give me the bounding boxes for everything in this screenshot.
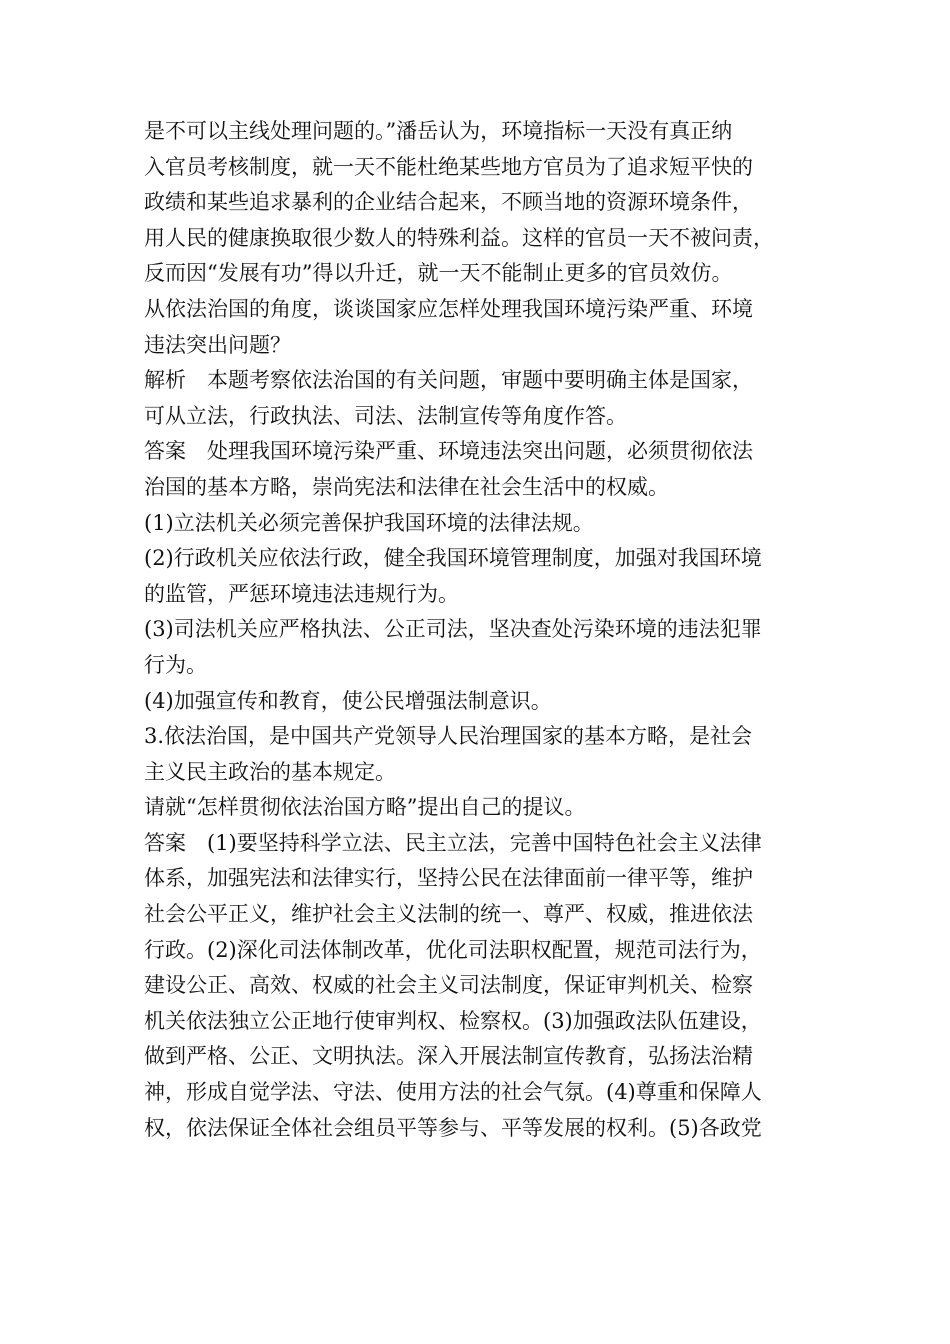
analysis-line: 解析 本题考察依法治国的有关问题，审题中要明确主体是国家， [144,368,753,393]
answer-item-2-cont: 的监管，严惩环境违法违规行为。 [144,581,459,606]
question-line: 违法突出问题？ [144,332,291,357]
answer-item-4: (4)加强宣传和教育，使公民增强法制意识。 [144,688,552,713]
question-3-line: 主义民主政治的基本规定。 [144,759,396,784]
answer-item-2: (2)行政机关应依法行政，健全我国环境管理制度，加强对我国环境 [144,546,762,571]
answer-3-line: 权，依法保证全体社会组员平等参与、平等发展的权利。(5)各政党 [144,1115,762,1140]
answer-item-3-cont: 行为。 [144,652,207,677]
analysis-line: 可从立法，行政执法、司法、法制宣传等角度作答。 [144,403,627,428]
answer-3-line: 建设公正、高效、权威的社会主义司法制度，保证审判机关、检察 [144,973,753,998]
question-3-prompt: 请就“怎样贯彻依法治国方略”提出自己的提议。 [144,795,586,820]
answer-3-line: 做到严格、公正、文明执法。深入开展法制宣传教育，弘扬法治精 [144,1044,753,1069]
answer-line: 答案 处理我国环境污染严重、环境违法突出问题，必须贯彻依法 [144,439,753,464]
answer-3-line: 行政。(2)深化司法体制改革，优化司法职权配置，规范司法行为， [144,937,762,962]
answer-item-1: (1)立法机关必须完善保护我国环境的法律法规。 [144,510,594,535]
answer-3-line: 神，形成自觉学法、守法、使用方法的社会气氛。(4)尊重和保障人 [144,1080,762,1105]
answer-3-line: 机关依法独立公正地行使审判权、检察权。(3)加强政法队伍建设， [144,1008,762,1033]
answer-3-line: 社会公平正义，维护社会主义法制的统一、尊严、权威，推进依法 [144,902,753,927]
question-line: 从依法治国的角度，谈谈国家应怎样处理我国环境污染严重、环境 [144,296,753,321]
text-line: 政绩和某些追求暴利的企业结合起来，不顾当地的资源环境条件， [144,190,753,215]
text-line: 反而因“发展有功”得以升迁，就一天不能制止更多的官员效仿。 [144,261,733,286]
answer-3-line: 体系，加强宪法和法律实行，坚持公民在法律面前一律平等，维护 [144,866,753,891]
text-line: 入官员考核制度，就一天不能杜绝某些地方官员为了追求短平快的 [144,154,753,179]
text-line: 是不可以主线处理问题的。”潘岳认为，环境指标一天没有真正纳 [144,119,733,143]
question-3-line: 3.依法治国，是中国共产党领导人民治理国家的基本方略，是社会 [144,724,753,749]
answer-line: 治国的基本方略，崇尚宪法和法律在社会生活中的权威。 [144,474,669,499]
document-body [144,114,824,1146]
answer-item-3: (3)司法机关应严格执法、公正司法，坚决查处污染环境的违法犯罪 [144,617,762,642]
answer-3-line: 答案 (1)要坚持科学立法、民主立法，完善中国特色社会主义法律 [144,830,762,855]
text-line: 用人民的健康换取很少数人的特殊利益。这样的官员一天不被问责， [144,225,774,250]
